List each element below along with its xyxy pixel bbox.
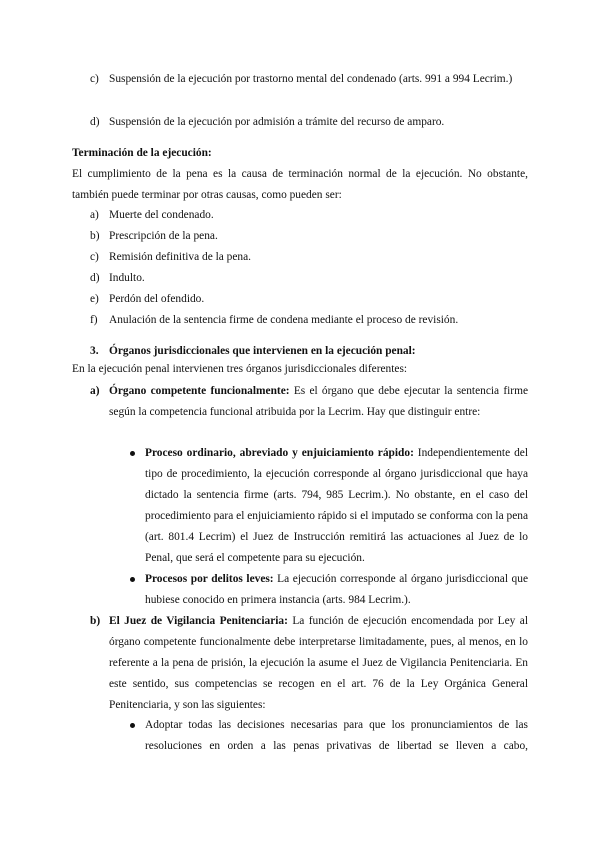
list-item: Indulto. bbox=[109, 272, 145, 284]
list-item bbox=[109, 112, 528, 133]
subsection-text: La función de ejecución encomendada por Ley al órgano competente funcionalmente debe interpretarse limitadamente, pues, al menos, en lo referente a la pena de prisión, la ejecución la asume el Juez de Vigilancia Penitenciaria. En este sentido, sus competencias se recogen en el art. 76 de la Ley Orgánica General Penitenciaria, y son las siguientes: bbox=[109, 615, 528, 711]
bullet-icon bbox=[130, 451, 135, 456]
subsection-title: El Juez de Vigilancia Penitenciaria: bbox=[109, 615, 288, 627]
section-heading: Órganos jurisdiccionales que intervienen en la ejecución penal: bbox=[109, 345, 416, 357]
list-item-text: Suspensión de la ejecución por trastorno mental del condenado (arts. 991 a 994 Lecrim.) bbox=[109, 73, 513, 85]
bullet-item bbox=[145, 715, 528, 757]
subsection-marker: b) bbox=[90, 615, 101, 627]
termination-paragraph: El cumplimiento de la pena es la causa de terminación normal de la ejecución. No obstante, también puede terminar por otras causas, como pueden ser: bbox=[72, 168, 528, 201]
list-item: Perdón del ofendido. bbox=[109, 293, 205, 305]
list-item: Remisión definitiva de la pena. bbox=[109, 251, 252, 263]
bullet-title: Proceso ordinario, abreviado y enjuiciamiento rápido: bbox=[145, 447, 414, 459]
bullet-icon bbox=[130, 723, 135, 728]
list-marker: e) bbox=[90, 293, 99, 305]
list-item bbox=[109, 69, 528, 90]
bullet-title: Procesos por delitos leves: bbox=[145, 573, 274, 585]
bullet-item bbox=[145, 443, 528, 569]
section-intro: En la ejecución penal intervienen tres órganos jurisdiccionales diferentes: bbox=[72, 363, 408, 375]
subsection-marker: a) bbox=[90, 385, 100, 397]
list-item: Prescripción de la pena. bbox=[109, 230, 218, 242]
bullet-text: Adoptar todas las decisiones necesarias para que los pronunciamientos de las resoluciones en orden a las penas privativas de libertad se lleven a cabo, bbox=[145, 719, 528, 752]
list-marker: b) bbox=[90, 230, 100, 242]
list-marker: c) bbox=[90, 251, 99, 263]
bullet-text: La ejecución corresponde al órgano jurisdiccional que hubiese conocido en primera instancia (arts. 984 Lecrim.). bbox=[145, 573, 528, 606]
list-marker: d) bbox=[90, 272, 100, 284]
list-marker: d) bbox=[90, 116, 100, 128]
list-marker: c) bbox=[90, 73, 99, 85]
bullet-item bbox=[145, 569, 528, 611]
list-item-text: Suspensión de la ejecución por admisión a trámite del recurso de amparo. bbox=[109, 116, 445, 128]
subsection-a bbox=[109, 381, 528, 423]
list-item: Muerte del condenado. bbox=[109, 209, 214, 221]
subsection-b bbox=[109, 611, 528, 716]
list-marker: a) bbox=[90, 209, 99, 221]
termination-heading: Terminación de la ejecución: bbox=[72, 147, 212, 159]
subsection-title: Órgano competente funcionalmente: bbox=[109, 385, 290, 397]
bullet-icon bbox=[130, 577, 135, 582]
section-number: 3. bbox=[90, 345, 99, 357]
list-marker: f) bbox=[90, 314, 98, 326]
bullet-text: Independientemente del tipo de procedimiento, la ejecución corresponde al órgano jurisdiccional que haya dictado la sentencia firme (arts. 794, 985 Lecrim.). No obstante, en el caso del procedimiento para el enjuiciamiento rápido si el imputado se conforma con la pena (art. 801.4 Lecrim) el Juez de Instrucción remitirá las actuaciones al Juez de lo Penal, que será el competente para su ejecución. bbox=[145, 447, 528, 564]
subsection-text: Es el órgano que debe ejecutar la sentencia firme según la competencia funcional atribuida por la Lecrim. Hay que distinguir entre: bbox=[109, 385, 528, 418]
list-item: Anulación de la sentencia firme de condena mediante el proceso de revisión. bbox=[109, 314, 459, 326]
